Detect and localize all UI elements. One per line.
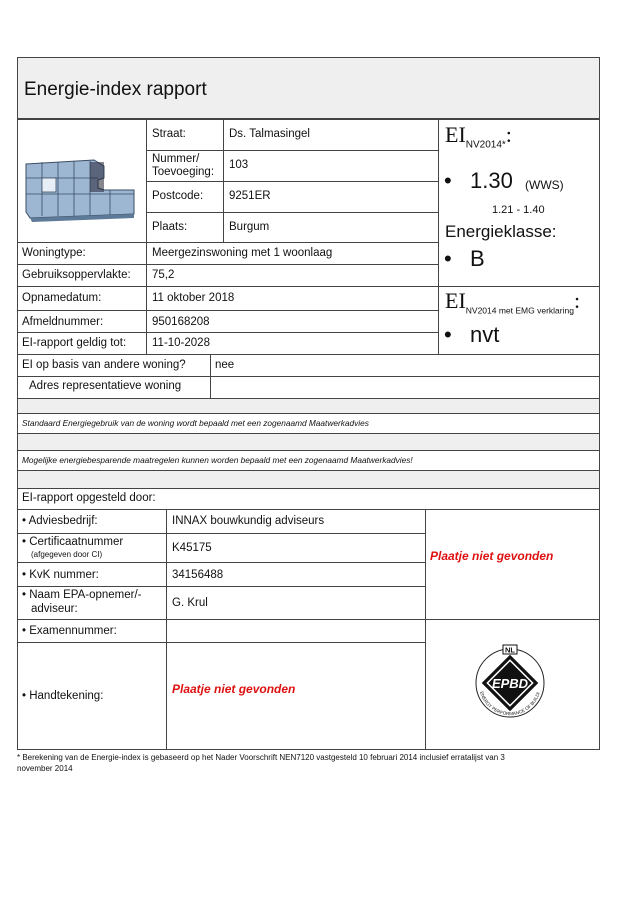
postcode-label: Postcode: [152, 190, 204, 202]
exam-label: • Examennummer: [22, 625, 117, 637]
footnote-line1: * Berekening van de Energie-index is gebaseerd op het Nader Voorschrift NEN7120 vastgesteld 10 februari 2014 inclusief erratalijst van 3 [17, 753, 505, 762]
type-label: Woningtype: [22, 247, 86, 259]
logo-missing: Plaatje niet gevonden [430, 549, 554, 563]
valid-value: 11-10-2028 [152, 337, 210, 349]
reg-label: Afmeldnummer: [22, 316, 104, 328]
cert-label: • Certificaatnummer [22, 536, 124, 548]
emg-value: nvt [470, 322, 500, 347]
class-value: B [470, 246, 485, 271]
svg-text:ENERGY PERFORMANCE OF BUILDING: ENERGY PERFORMANCE OF BUILDI [478, 690, 541, 717]
page-title: Energie-index rapport [17, 57, 600, 119]
postcode-value: 9251ER [229, 190, 271, 202]
basis-value: nee [215, 359, 235, 371]
class-bullet: • [444, 246, 452, 271]
ei-heading: $EI_{NV2014*}$: [445, 122, 512, 151]
signature-missing: Plaatje niet gevonden [172, 682, 296, 696]
date-value: 11 oktober 2018 [152, 292, 235, 304]
spacer-band [18, 399, 599, 413]
basis-label: EI op basis van andere woning? [22, 359, 186, 371]
city-value: Burgum [229, 221, 270, 233]
ei-bullet: • [444, 168, 452, 193]
adviser-label-2: adviseur: [31, 603, 78, 615]
company-value: INNAX bouwkundig adviseurs [172, 515, 325, 527]
reg-value: 950168208 [152, 316, 210, 328]
report-heading: EI-rapport opgesteld door: [22, 492, 156, 504]
number-label: Nummer/ [152, 153, 200, 165]
area-value: 75,2 [152, 269, 175, 281]
standard-note: Standaard Energiegebruik van de woning wordt bepaald met een zogenaamd Maatwerkadvies [22, 418, 369, 428]
number-label-2: Toevoeging: [152, 166, 215, 178]
date-label: Opnamedatum: [22, 292, 102, 304]
ei-value: 1.30 [470, 168, 513, 193]
valid-label: EI-rapport geldig tot: [22, 337, 127, 349]
street-value: Ds. Talmasingel [229, 128, 310, 140]
emg-heading: $EI_{NV2014 met EMG verklaring}$: [445, 288, 581, 316]
area-label: Gebruiksoppervlakte: [22, 269, 131, 281]
class-label: Energieklasse: [445, 222, 557, 241]
emg-bullet: • [444, 322, 452, 347]
street-label: Straat: [152, 128, 186, 140]
svg-text:NL: NL [505, 645, 515, 655]
spacer-band [18, 471, 599, 488]
building-illustration [24, 152, 136, 222]
ei-range: 1.21 - 1.40 [492, 204, 545, 216]
city-label: Plaats: [152, 221, 188, 233]
adviser-value: G. Krul [172, 597, 208, 609]
svg-text:EPBD: EPBD [491, 676, 529, 691]
spacer-band [18, 434, 599, 450]
cert-sublabel: (afgegeven door CI) [31, 550, 103, 559]
company-label: • Adviesbedrijf: [22, 515, 98, 527]
signature-label: • Handtekening: [22, 690, 104, 702]
type-value: Meergezinswoning met 1 woonlaag [152, 247, 333, 259]
number-value: 103 [229, 159, 249, 171]
kvk-label: • KvK nummer: [22, 569, 99, 581]
adviser-label: • Naam EPA-opnemer/- [22, 589, 142, 601]
measures-note: Mogelijke energiebesparende maatregelen kunnen worden bepaald met een zogenaamd Maatwerkadvies! [22, 455, 413, 465]
cert-value: K45175 [172, 542, 212, 554]
footnote-line2: november 2014 [17, 764, 73, 773]
kvk-value: 34156488 [172, 569, 224, 581]
epbd-logo [468, 640, 552, 724]
ei-unit: (WWS) [525, 178, 564, 192]
rep-label: Adres representatieve woning [29, 380, 182, 392]
